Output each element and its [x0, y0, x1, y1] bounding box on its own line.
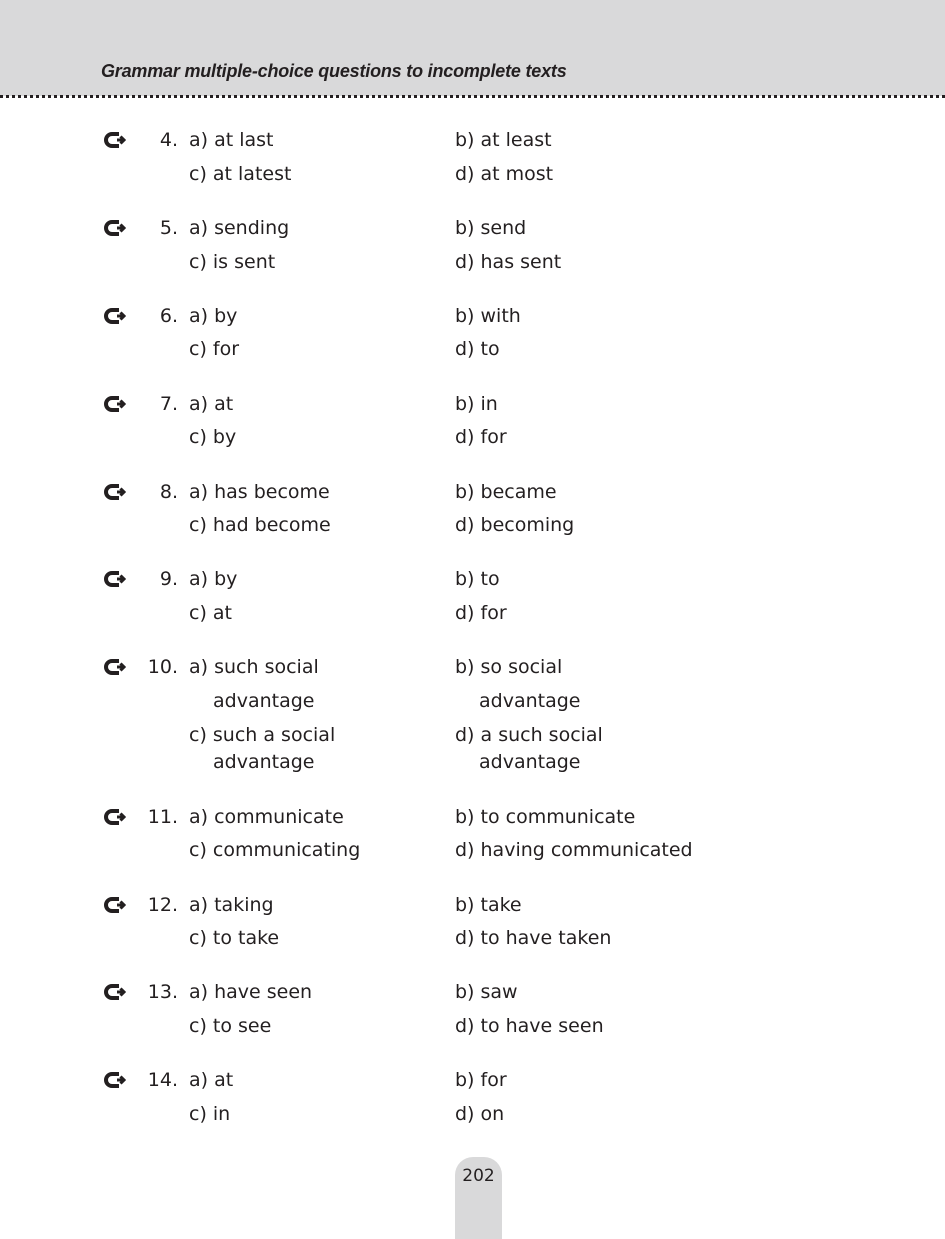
option-b: b) at least	[455, 129, 552, 151]
option-b: b) send	[455, 217, 527, 239]
option-b: b) saw	[455, 981, 518, 1003]
question-number: 14.	[147, 1069, 178, 1091]
option-a: a) at	[189, 1069, 234, 1091]
option-d: d) to have seen	[455, 1015, 604, 1037]
option-a: a) at last	[189, 129, 274, 151]
option-d: d) for	[455, 426, 507, 448]
option-a: a) has become	[189, 481, 330, 503]
option-c: c) such a social	[189, 724, 336, 746]
option-b: b) to communicate	[455, 806, 636, 828]
option-d: d) to have taken	[455, 927, 612, 949]
option-c: c) to see	[189, 1015, 272, 1037]
hook-arrow-right-icon	[104, 568, 126, 590]
question-number: 12.	[147, 894, 178, 916]
page-header-title: Grammar multiple-choice questions to incomplete texts	[101, 61, 567, 81]
option-d-continuation: advantage	[479, 751, 581, 773]
question-number: 6.	[159, 305, 178, 327]
option-d: d) has sent	[455, 251, 562, 273]
option-c: c) had become	[189, 514, 331, 536]
hook-arrow-right-icon	[104, 305, 126, 327]
option-b: b) take	[455, 894, 522, 916]
question-number: 4.	[159, 129, 178, 151]
option-a: a) have seen	[189, 981, 313, 1003]
option-b: b) in	[455, 393, 498, 415]
hook-arrow-right-icon	[104, 894, 126, 916]
option-c: c) at latest	[189, 163, 292, 185]
question-number: 7.	[159, 393, 178, 415]
question-number: 11.	[147, 806, 178, 828]
option-a: a) by	[189, 568, 238, 590]
hook-arrow-right-icon	[104, 481, 126, 503]
hook-arrow-right-icon	[104, 656, 126, 678]
option-a: a) sending	[189, 217, 290, 239]
option-a-continuation: advantage	[213, 690, 315, 712]
option-d: d) a such social	[455, 724, 603, 746]
question-number: 10.	[147, 656, 178, 678]
option-a: a) such social	[189, 656, 319, 678]
dotted-divider	[0, 95, 945, 98]
option-b: b) for	[455, 1069, 507, 1091]
option-c: c) in	[189, 1103, 231, 1125]
question-number: 13.	[147, 981, 178, 1003]
option-b: b) with	[455, 305, 521, 327]
option-d: d) at most	[455, 163, 554, 185]
option-d: d) for	[455, 602, 507, 624]
option-c: c) for	[189, 338, 240, 360]
hook-arrow-right-icon	[104, 981, 126, 1003]
option-a: a) by	[189, 305, 238, 327]
option-a: a) communicate	[189, 806, 344, 828]
page-number: 202	[462, 1166, 495, 1186]
option-b-continuation: advantage	[479, 690, 581, 712]
option-b: b) to	[455, 568, 500, 590]
option-a: a) at	[189, 393, 234, 415]
option-c: c) by	[189, 426, 237, 448]
hook-arrow-right-icon	[104, 393, 126, 415]
option-a: a) taking	[189, 894, 274, 916]
option-c: c) at	[189, 602, 232, 624]
option-c-continuation: advantage	[213, 751, 315, 773]
option-d: d) on	[455, 1103, 505, 1125]
hook-arrow-right-icon	[104, 217, 126, 239]
hook-arrow-right-icon	[104, 1069, 126, 1091]
option-b: b) so social	[455, 656, 563, 678]
question-number: 8.	[159, 481, 178, 503]
question-number: 9.	[159, 568, 178, 590]
option-d: d) becoming	[455, 514, 575, 536]
option-b: b) became	[455, 481, 557, 503]
hook-arrow-right-icon	[104, 806, 126, 828]
hook-arrow-right-icon	[104, 129, 126, 151]
option-c: c) to take	[189, 927, 280, 949]
option-c: c) communicating	[189, 839, 361, 861]
option-d: d) having communicated	[455, 839, 693, 861]
question-number: 5.	[159, 217, 178, 239]
option-d: d) to	[455, 338, 500, 360]
option-c: c) is sent	[189, 251, 276, 273]
